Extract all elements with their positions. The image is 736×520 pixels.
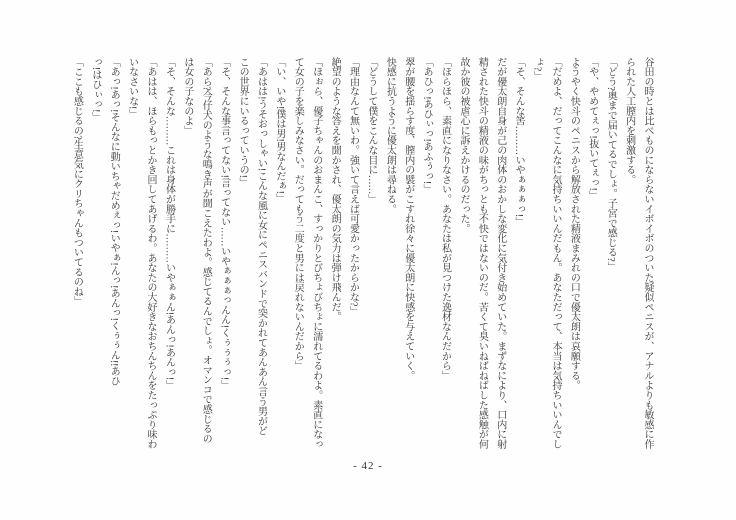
- text-block: [67, 57, 656, 455]
- text-line: 「あひっ!あひぃっ!あふぅっ!」: [421, 57, 433, 194]
- text-line: 「や、やめてぇっ!抜いてぇっ!」: [586, 57, 598, 201]
- text-line: 「あはは、ほらもっとかき回してあげるわ。あなたの大好きなおちんちんをたっぷり味わ: [145, 57, 157, 450]
- text-line: 「どう?奥まで届いてるでしょ。子宮で感じる?」: [605, 57, 617, 272]
- text-line: 「どうして僕をこんな目に……」: [365, 57, 377, 205]
- text-line: 「理由なんて無いわ。強いて言えば可愛かったからかな?」: [347, 57, 359, 317]
- text-line: 「そ、そんな………これは身体が勝手に………いやぁぁん!あんっ!あんっ!」: [163, 57, 175, 390]
- text-line: て女の子を楽しみなさい。だってもう二度と男には戻れないんだから」: [292, 57, 304, 371]
- text-line: 「だめよ、だってこんなに気持ちいいんだもん。あなただって、本当は気持ちいいんでし: [549, 57, 561, 450]
- text-line: 「あら?今仔犬のような鳴き声が聞こえたわよ。感じてるんでしょ。オマンコで感じるの: [200, 57, 212, 444]
- text-line: 「い、いや!僕は男!男なんだぁ!」: [273, 57, 285, 204]
- text-line: 故か彼の被虐心に訴えかけるのだった。: [457, 57, 469, 234]
- text-line: 翠が腰を揺らす度、膣内の襞がこすれ徐々に優太朗に快感を与えていく。: [402, 57, 414, 381]
- text-line: られた人工膣内を刺激する。: [623, 57, 635, 185]
- text-line: 「ほらほら、素直になりなさい。あなたは私が見つけた逸材なんだから」: [439, 57, 451, 381]
- text-line: いなさいな!」: [126, 57, 138, 119]
- text-line: だが優太朗自身が己の肉体のおかしな変化に気付き始めていた。まずなにより、口内に射: [494, 57, 506, 450]
- text-line: 「ほぉら、優子ちゃんのおまんこ、すっかりとびちょびちょに濡れてるわよ。素直になっ: [310, 57, 322, 450]
- text-line: 精された快斗の精液の味がちっとも不快ではないのだ。苦くて臭いねばねばした感触が何: [476, 57, 488, 450]
- text-line: 谷田の時とは比べものにならないイボイボのついた疑似ペニスが、アナルよりも敏感に作: [642, 57, 653, 450]
- page-number: - 42 -: [353, 460, 383, 472]
- text-line: 絶望のような答えを聞かされ、優太朗の気力は弾け飛んだ。: [329, 57, 341, 322]
- text-line: この世界にいるっていうの!」: [237, 57, 249, 188]
- text-line: 「あっ!あっ!そんなに動いちゃだめぇっ!いやぁ!んっ!あんっ!くぅぅん!!あひ: [108, 57, 120, 386]
- text-line: ようやく快斗のペニスから解放された精液まみれの口で優太朗は哀願する。: [568, 57, 580, 391]
- text-line: 「そ、そんな筈………いやぁぁぁっ!」: [513, 57, 525, 227]
- text-line: 「あはは!うそおっしゃい!こんな風に女にペニスバンドで突かれてあんあん言う男がど: [255, 57, 267, 436]
- text-line: 「そ、そんな事言ってない!言ってない……いやぁぁぁっんん!くぅぅぅっ!」: [218, 57, 230, 390]
- text-line: っ!はひぃっ!」: [89, 57, 101, 123]
- text-line: は女の子なのよ」: [181, 57, 193, 136]
- text-line: 「ここも感じるの?生意気にクリちゃんもついてるのね」: [71, 57, 83, 307]
- text-line: ょ?」: [531, 57, 543, 81]
- text-line: 快感に抗うように優太朗は尋ねる。: [384, 57, 396, 214]
